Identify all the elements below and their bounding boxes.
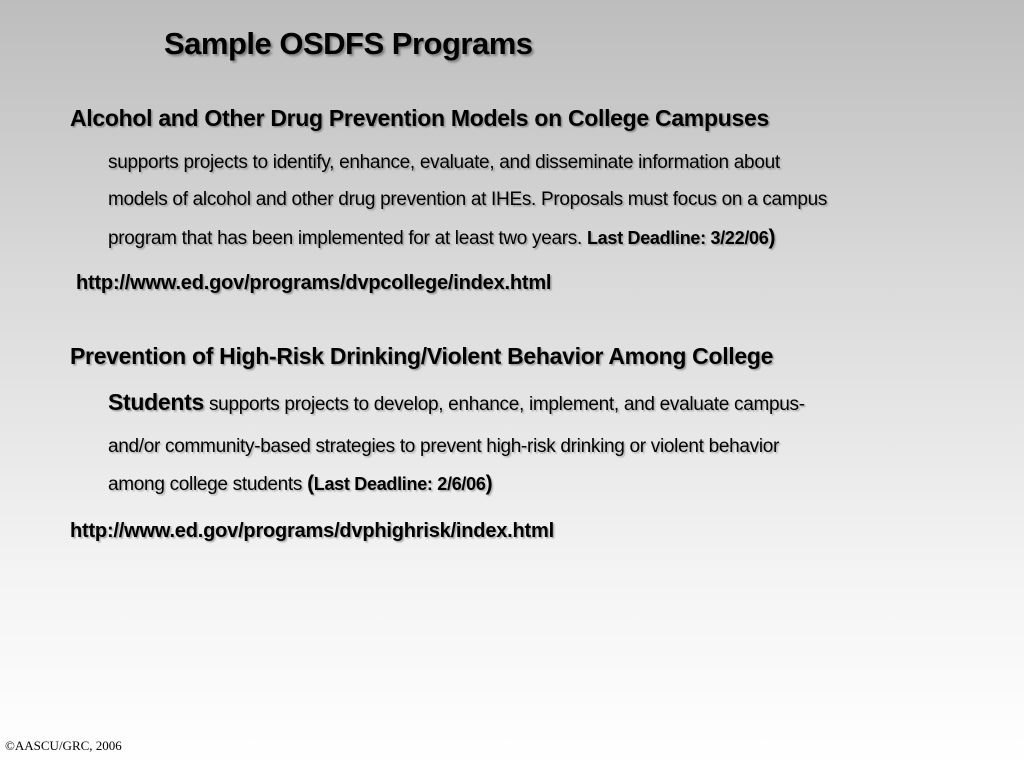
copyright-footer: ©AASCU/GRC, 2006 — [5, 738, 122, 753]
program-url-link[interactable]: http://www.ed.gov/programs/dvpcollege/index.html — [76, 272, 552, 294]
program-description-line — [108, 472, 492, 496]
program-description-line — [108, 389, 805, 416]
closing-paren: ) — [485, 472, 493, 495]
program-url-link[interactable]: http://www.ed.gov/programs/dvphighrisk/index.html — [70, 520, 554, 542]
deadline-label: Last Deadline: 2/6/06 — [313, 474, 486, 494]
opening-paren: ( — [307, 472, 314, 495]
program-description-line: models of alcohol and other drug prevention at IHEs. Proposals must focus on a campus — [108, 189, 828, 210]
program-description-line: supports projects to identify, enhance, evaluate, and disseminate information about — [108, 152, 780, 173]
program-heading-continuation: Students — [108, 389, 204, 415]
program-description-text: among college students — [108, 474, 303, 495]
program-description-line: and/or community-based strategies to prevent high-risk drinking or violent behavior — [108, 436, 780, 457]
program-description-text: supports projects to develop, enhance, implement, and evaluate campus- — [208, 394, 805, 415]
program-description-text: program that has been implemented for at least two years. — [108, 228, 582, 249]
program-description-line — [108, 226, 775, 250]
closing-paren: ) — [768, 226, 776, 249]
program-heading-aod-prevention: Alcohol and Other Drug Prevention Models on College Campuses — [70, 105, 769, 131]
slide-title: Sample OSDFS Programs — [164, 26, 533, 61]
deadline-label: Last Deadline: 3/22/06 — [586, 228, 769, 248]
program-heading-high-risk-drinking: Prevention of High-Risk Drinking/Violent Behavior Among College — [70, 343, 774, 369]
